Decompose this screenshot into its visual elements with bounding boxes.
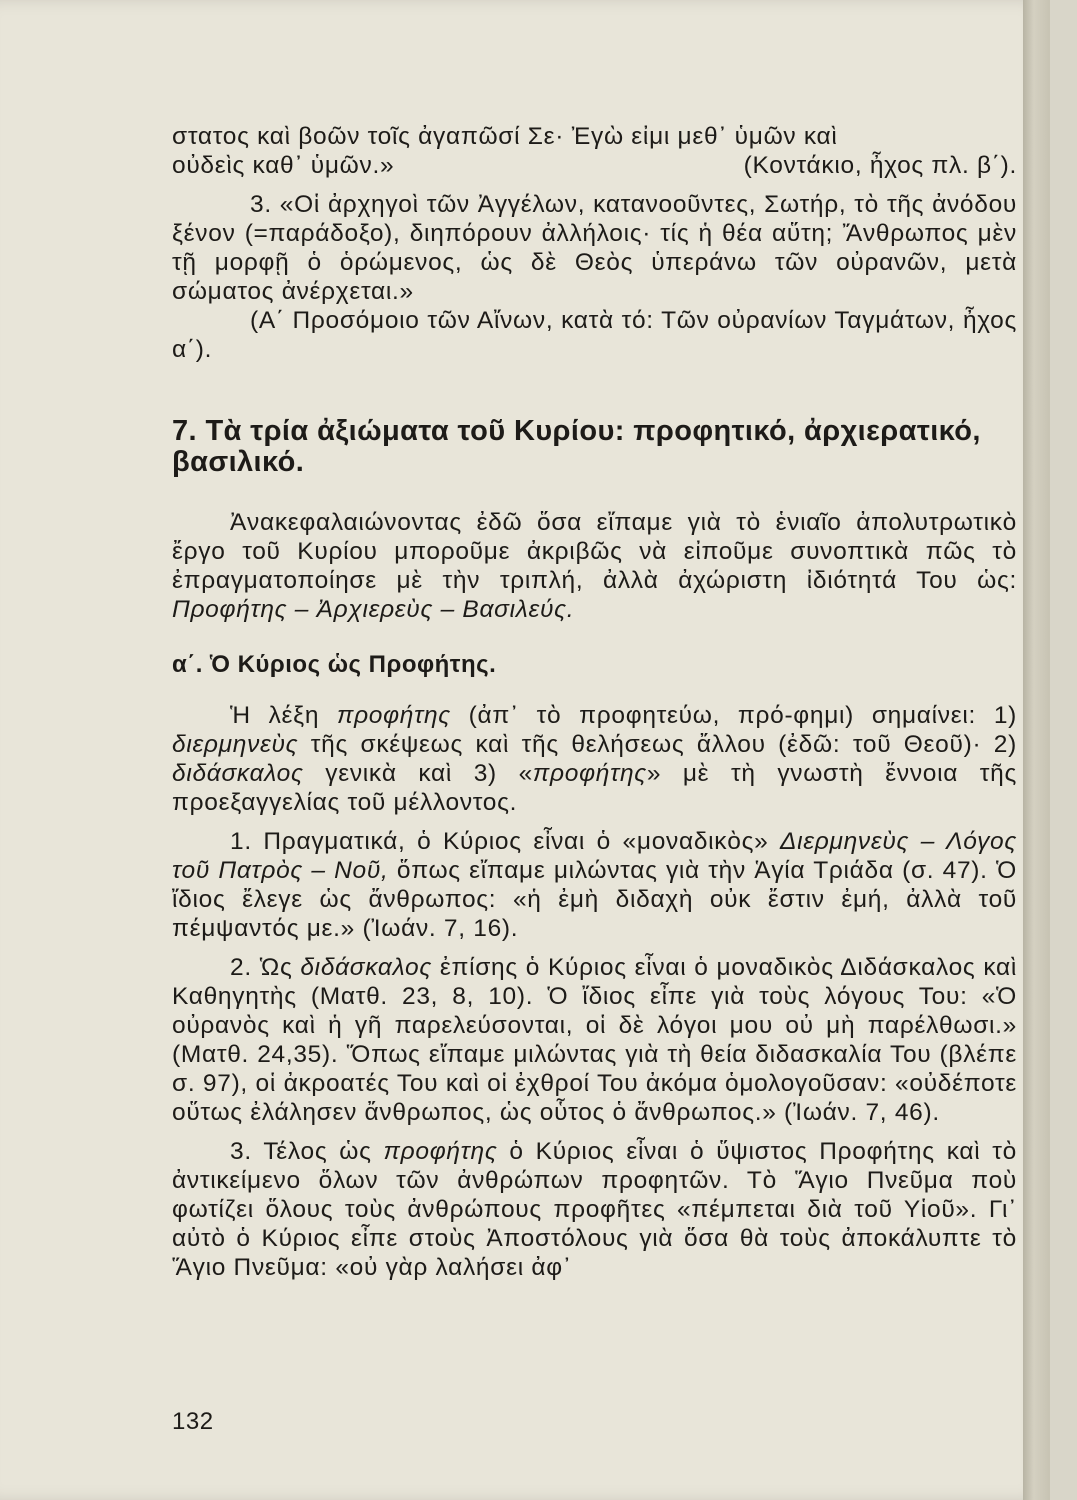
paragraph-3: 3. «Οἱ ἀρχηγοὶ τῶν Ἀγγέλων, κατανοοῦντες, Σωτήρ, τὸ τῆς ἀνόδου ξένον (=παράδοξο), διηπόρουν ἀλλήλοις· τίς ἡ θέα αὕτη; Ἄνθρωπος μὲν τῇ μορφῇ ὁ ὁρώμενος, ὡς δὲ Θεὸς ὑπεράνω τῶν οὐρανῶν, μετὰ σώματος ἀνέρχεται.» bbox=[172, 191, 1017, 305]
intro-text: Ἀνακεφαλαιώνοντας ἐδῶ ὅσα εἴπαμε γιὰ τὸ ἑνιαῖο ἀπολυτρωτικὸ ἔργο τοῦ Κυρίου μποροῦμε ἀκριβῶς νὰ εἰποῦμε συνοπτικὰ πῶς τὸ ἐπραγματοποίησε μὲ τὴν τριπλή, ἀλλὰ ἀχώριστη ἰδιότητά Του ὡς: bbox=[172, 509, 1017, 594]
top-line-1: στατος καὶ βοῶν τοῖς ἀγαπῶσί Σε· Ἐγὼ εἰμι μεθ᾿ ὑμῶν καὶ bbox=[172, 123, 838, 150]
text-span: Ἡ λέξη bbox=[230, 702, 337, 729]
text-span: τῆς σκέψεως καὶ τῆς θελήσεως ἄλλου (ἐδῶ: τοῦ Θεοῦ)· 2) bbox=[298, 731, 1017, 758]
text-span: 2. Ὡς bbox=[230, 954, 301, 981]
section-intro bbox=[172, 508, 1017, 624]
text-span: ἐπίσης ὁ Κύριος εἶναι ὁ μοναδικὸς Διδάσκαλος καὶ Καθηγητὴς (Ματθ. 23, 8, 10). Ὁ ἴδιος εἶπε γιὰ τοὺς λόγους Του: «Ὁ οὐρανὸς καὶ ἡ γῆ παρελεύσονται, οἱ δὲ λόγοι μου οὐ μὴ παρέλθωσι.» (Ματθ. 24,35). Ὅπως εἴπαμε μιλώντας γιὰ τὴ θεία διδασκαλία Του (βλέπε σ. 97), οἱ ἀκροατές Του καὶ οἱ ἐχθροί Του ἀκόμα ὁμολογοῦσαν: «οὐδέποτε οὕτως ἐλάλησεν ἄνθρωπος, ὡς οὗτος ὁ ἄνθρωπος.» (Ἰωάν. 7, 46). bbox=[172, 954, 1017, 1126]
paragraph-point-3 bbox=[172, 1137, 1017, 1282]
italic-span: διερμηνεὺς bbox=[172, 731, 299, 758]
text-span: 3. Τέλος ὡς bbox=[230, 1138, 384, 1165]
text-span: ὅπως εἴπαμε μιλώντας γιὰ τὴν Ἁγία Τριάδα (σ. 47). Ὁ ἴδιος ἔλεγε ὡς ἄνθρωπος: «ἡ ἐμὴ διδαχὴ οὐκ ἔστιν ἐμή, ἀλλὰ τοῦ πέμψαντός με.» (Ἰωάν. 7, 16). bbox=[172, 857, 1017, 942]
page-edge bbox=[1023, 0, 1050, 1500]
text-span: » μὲ τὴ γνωστὴ ἔννοια τῆς προεξαγγελίας τοῦ μέλλοντος. bbox=[172, 760, 1017, 816]
top-line-2-quote: οὐδεὶς καθ᾿ ὑμῶν.» bbox=[172, 152, 395, 179]
subsection-heading: α΄. Ὁ Κύριος ὡς Προφήτης. bbox=[172, 651, 497, 678]
italic-span: διδάσκαλος bbox=[300, 954, 432, 981]
text-column bbox=[172, 122, 1017, 1282]
paragraph-point-2 bbox=[172, 953, 1017, 1127]
text-span: (ἀπ᾿ τὸ προφητεύω, πρό-φημι) σημαίνει: 1) bbox=[450, 702, 1017, 729]
italic-span: προφήτης bbox=[383, 1138, 498, 1165]
text-span: γενικὰ καὶ 3) « bbox=[303, 760, 533, 787]
intro-italic: Προφήτης – Ἀρχιερεὺς – Βασιλεύς. bbox=[172, 596, 575, 623]
section-heading: 7. Τὰ τρία ἀξιώματα τοῦ Κυρίου: προφητικό, ἀρχιερατικό, βασιλικό. bbox=[172, 415, 981, 478]
prosomoio-source: (Α΄ Προσόμοιο τῶν Αἴνων, κατὰ τό: Τῶν οὐρανίων Ταγμάτων, ἦχος α΄). bbox=[172, 307, 1017, 363]
italic-span: διδάσκαλος bbox=[172, 760, 304, 787]
page-number: 132 bbox=[172, 1408, 214, 1435]
italic-span: Διερμηνεὺς – Λόγος τοῦ Πατρὸς – Νοῦ, bbox=[172, 828, 1017, 884]
italic-span: προφήτης bbox=[532, 760, 647, 787]
text-span: 1. Πραγματικά, ὁ Κύριος εἶναι ὁ «μοναδικὸς» bbox=[230, 828, 781, 855]
top-line-2 bbox=[172, 151, 1017, 180]
text-span: ὁ Κύριος εἶναι ὁ ὕψιστος Προφήτης καὶ τὸ ἀντικείμενο ὅλων τῶν ἀνθρώπων προφητῶν. Τὸ Ἅγιο Πνεῦμα ποὺ φωτίζει ὅλους τοὺς ἀνθρώπους προφῆτες «πέμπεται διὰ τοῦ Υἱοῦ». Γι᾿ αὐτὸ ὁ Κύριος εἶπε στοὺς Ἀποστόλους γιὰ ὅσα θὰ τοὺς ἀποκάλυπτε τὸ Ἅγιο Πνεῦμα: «οὐ γὰρ λαλήσει ἀφ᾿ bbox=[172, 1138, 1017, 1281]
paragraph-prophet-meaning bbox=[172, 701, 1017, 817]
kontakio-source: (Κοντάκιο, ἦχος πλ. β΄). bbox=[743, 152, 1017, 179]
italic-span: προφήτης bbox=[336, 702, 451, 729]
paragraph-point-1 bbox=[172, 827, 1017, 943]
